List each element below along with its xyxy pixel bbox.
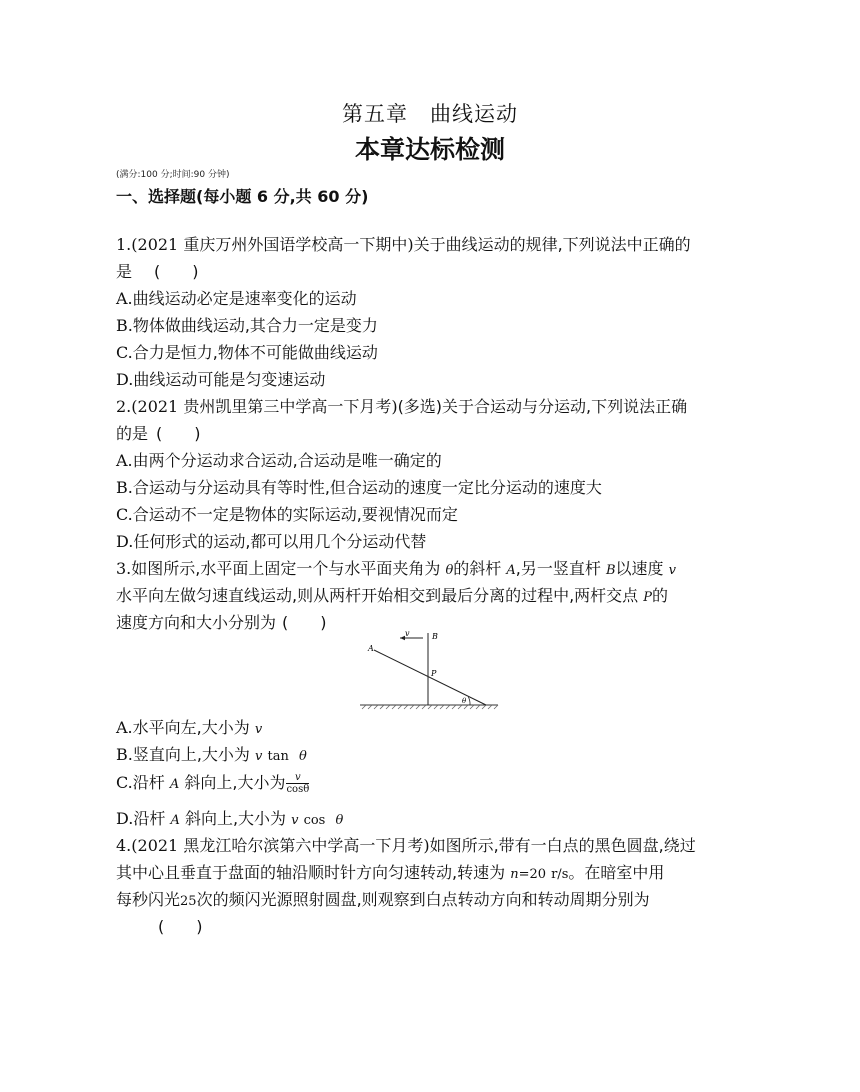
- q4-stem: 每秒闪光: [116, 890, 181, 909]
- label-a: A: [368, 644, 374, 653]
- q1-source: (2021 重庆万州外国语学校高一下期中): [131, 235, 414, 254]
- option-label: A.: [116, 289, 133, 308]
- label-v: v: [405, 630, 410, 638]
- option-text: 斜向上,大小为: [184, 773, 286, 792]
- option-text: 沿杆: [133, 809, 166, 828]
- q3-stem: 水平向左做匀速直线运动,则从两杆开始相交到最后分离的过程中,两杆交点: [116, 586, 639, 605]
- label-b: B: [432, 632, 438, 641]
- q2-line-2: [116, 423, 201, 445]
- q3-option-c: [116, 772, 309, 796]
- option-text: 合力是恒力,物体不可能做曲线运动: [132, 343, 378, 362]
- answer-blank: ( ): [282, 613, 327, 632]
- q3-number: 3.: [116, 559, 132, 578]
- q4-stem: 其中心且垂直于盘面的轴沿顺时针方向匀速转动,转速为: [116, 863, 506, 882]
- value-flash-rate: 25: [180, 894, 197, 909]
- q2-option-c: [116, 504, 458, 526]
- option-label: B.: [116, 745, 133, 764]
- option-label: D.: [116, 532, 134, 551]
- q4-line-4: [158, 916, 203, 938]
- option-label: A.: [116, 451, 133, 470]
- answer-blank: ( ): [158, 917, 203, 936]
- option-label: C.: [116, 773, 133, 792]
- q3-figure: [360, 630, 500, 712]
- option-label: C.: [116, 505, 133, 524]
- unit-rps: r/s: [551, 867, 569, 882]
- q4-stem: 次的频闪光源照射圆盘,则观察到白点转动方向和转动周期分别为: [196, 890, 650, 909]
- q4-line-2: [116, 862, 664, 886]
- symbol-theta: θ: [299, 749, 307, 764]
- symbol-p: P: [643, 590, 653, 605]
- expr-cos: cos: [303, 813, 326, 828]
- section-heading: 一、选择题(每小题 6 分,共 60 分): [116, 187, 369, 206]
- label-theta: θ: [462, 697, 467, 705]
- q3-line-3: [116, 612, 327, 634]
- option-text: 竖直向上,大小为: [132, 745, 250, 764]
- option-label: B.: [116, 316, 133, 335]
- q3-stem: 如图所示,水平面上固定一个与水平面夹角为: [131, 559, 441, 578]
- option-text: 沿杆: [132, 773, 165, 792]
- fraction-denominator: cosθ: [286, 784, 310, 795]
- symbol-a: A: [170, 813, 180, 828]
- answer-blank: ( ): [154, 262, 199, 281]
- exam-note: (满分:100 分;时间:90 分钟): [116, 170, 230, 180]
- q1-stem-end: 是: [116, 262, 133, 281]
- q1-option-a: [116, 288, 357, 310]
- q3-stem: ,另一竖直杆: [515, 559, 601, 578]
- q3-stem: 的: [652, 586, 669, 605]
- option-text: 由两个分运动求合运动,合运动是唯一确定的: [132, 451, 442, 470]
- symbol-a: A: [506, 563, 516, 578]
- q4-line-3: [116, 889, 650, 913]
- symbol-v: v: [291, 813, 299, 828]
- fraction-numerator: v: [295, 772, 301, 783]
- q3-stem: 速度方向和大小分别为: [116, 613, 277, 632]
- chapter-number: 第五章: [342, 102, 408, 126]
- q1-option-d: [116, 369, 325, 391]
- q2-stem-end: 的是: [116, 424, 149, 443]
- page-title: 本章达标检测: [354, 135, 505, 164]
- symbol-v: v: [668, 563, 676, 578]
- answer-blank: ( ): [156, 424, 201, 443]
- q1-line-2: [116, 261, 199, 283]
- q3-line-2: [116, 585, 668, 609]
- q4-stem: 。在暗室中用: [568, 863, 665, 882]
- q2-option-b: [116, 477, 602, 499]
- q3-line-1: [116, 558, 676, 582]
- symbol-b: B: [605, 563, 616, 578]
- q4-number: 4.: [116, 836, 132, 855]
- q2-stem: (多选)关于合运动与分运动,下列说法正确: [397, 397, 688, 416]
- option-text: 曲线运动可能是匀变速运动: [133, 370, 326, 389]
- angle-arc: [468, 697, 470, 705]
- symbol-n: n: [510, 867, 519, 882]
- option-text: 任何形式的运动,都可以用几个分运动代替: [133, 532, 427, 551]
- ground-hatch: [362, 705, 498, 709]
- option-label: B.: [116, 478, 133, 497]
- symbol-theta: θ: [335, 813, 344, 828]
- q1-number: 1.: [116, 235, 132, 254]
- fraction-v-over-cos: [286, 772, 309, 795]
- symbol-v: v: [254, 722, 263, 737]
- option-label: D.: [116, 370, 134, 389]
- q1-line-1: [116, 234, 691, 256]
- option-text: 水平向左,大小为: [132, 718, 250, 737]
- q2-source: (2021 贵州凯里第三中学高一下月考): [131, 397, 398, 416]
- q3-stem: 以速度: [615, 559, 664, 578]
- symbol-v: v: [255, 749, 263, 764]
- q2-option-a: [116, 450, 442, 472]
- q1-stem: 关于曲线运动的规律,下列说法中正确的: [413, 235, 691, 254]
- option-text: 合运动与分运动具有等时性,但合运动的速度一定比分运动的速度大: [132, 478, 602, 497]
- option-text: 合运动不一定是物体的实际运动,要视情况而定: [132, 505, 458, 524]
- q3-option-b: [116, 744, 307, 768]
- q2-option-d: [116, 531, 426, 553]
- chapter-name: 曲线运动: [430, 102, 518, 126]
- q4-source: (2021 黑龙江哈尔滨第六中学高一下月考): [131, 836, 430, 855]
- q1-option-c: [116, 342, 378, 364]
- q4-line-1: [116, 835, 696, 857]
- symbol-a: A: [169, 777, 180, 792]
- chapter-title: [0, 98, 860, 128]
- option-text: 曲线运动必定是速率变化的运动: [132, 289, 357, 308]
- label-p: P: [431, 669, 437, 678]
- q2-line-1: [116, 396, 687, 418]
- q2-number: 2.: [116, 397, 132, 416]
- q1-option-b: [116, 315, 378, 337]
- option-text: 物体做曲线运动,其合力一定是变力: [132, 316, 378, 335]
- option-label: D.: [116, 809, 134, 828]
- q4-stem: 如图所示,带有一白点的黑色圆盘,绕过: [429, 836, 696, 855]
- q3-stem: 的斜杆: [453, 559, 502, 578]
- slanted-rod: [374, 650, 486, 705]
- q3-option-d: [116, 808, 343, 832]
- value-speed: =20: [518, 867, 546, 882]
- q3-option-a: [116, 717, 262, 741]
- option-label: A.: [116, 718, 133, 737]
- option-text: 斜向上,大小为: [184, 809, 287, 828]
- expr-tan: tan: [267, 749, 289, 764]
- option-label: C.: [116, 343, 133, 362]
- symbol-theta: θ: [445, 563, 454, 578]
